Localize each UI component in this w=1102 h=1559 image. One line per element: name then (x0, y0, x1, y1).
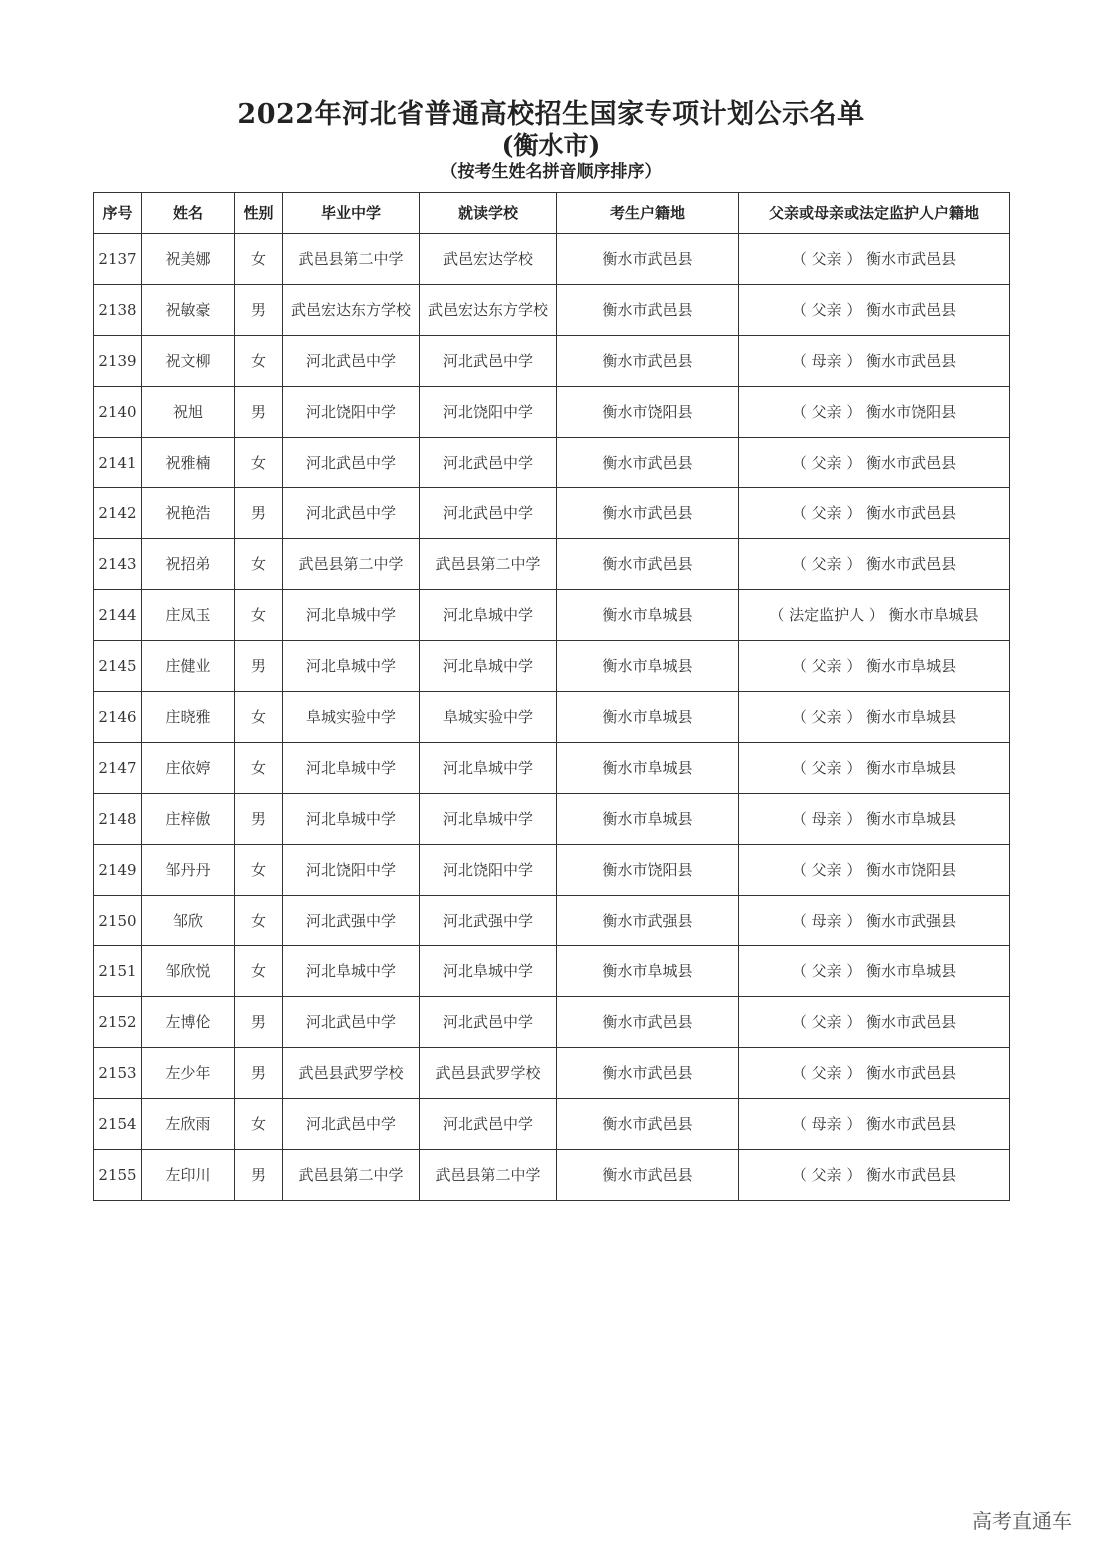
cell-col-graduated-school: 武邑县第二中学 (283, 1150, 420, 1201)
cell-col-parent-household: （ 法定监护人 ） 衡水市阜城县 (739, 590, 1010, 641)
cell-col-current-school: 武邑县第二中学 (420, 539, 557, 590)
cell-col-household: 衡水市武邑县 (557, 1150, 739, 1201)
cell-col-current-school: 河北饶阳中学 (420, 386, 557, 437)
cell-col-current-school: 河北武邑中学 (420, 335, 557, 386)
table-row (94, 234, 1010, 285)
cell-col-index: 2145 (94, 641, 142, 692)
cell-col-gender: 女 (235, 234, 283, 285)
cell-col-name: 邹丹丹 (142, 844, 235, 895)
cell-col-current-school: 河北武邑中学 (420, 488, 557, 539)
cell-col-household: 衡水市武邑县 (557, 997, 739, 1048)
cell-col-parent-household: （ 父亲 ） 衡水市武邑县 (739, 1048, 1010, 1099)
cell-col-parent-household: （ 父亲 ） 衡水市武邑县 (739, 539, 1010, 590)
cell-col-gender: 男 (235, 641, 283, 692)
cell-col-index: 2148 (94, 793, 142, 844)
table-row (94, 386, 1010, 437)
cell-col-graduated-school: 河北武强中学 (283, 895, 420, 946)
table-row (94, 895, 1010, 946)
header-col-household: 考生户籍地 (557, 193, 739, 234)
cell-col-parent-household: （ 父亲 ） 衡水市阜城县 (739, 641, 1010, 692)
document-title: 2022年河北省普通高校招生国家专项计划公示名单 (237, 99, 865, 130)
cell-col-gender: 女 (235, 742, 283, 793)
cell-col-graduated-school: 河北阜城中学 (283, 946, 420, 997)
cell-col-current-school: 河北武邑中学 (420, 1099, 557, 1150)
admission-list-table (93, 192, 1010, 1201)
cell-col-gender: 男 (235, 284, 283, 335)
cell-col-index: 2142 (94, 488, 142, 539)
cell-col-household: 衡水市武邑县 (557, 1048, 739, 1099)
cell-col-index: 2151 (94, 946, 142, 997)
cell-col-gender: 女 (235, 946, 283, 997)
cell-col-name: 左印川 (142, 1150, 235, 1201)
cell-col-index: 2154 (94, 1099, 142, 1150)
cell-col-name: 祝艳浩 (142, 488, 235, 539)
cell-col-name: 庄依婷 (142, 742, 235, 793)
cell-col-current-school: 武邑县武罗学校 (420, 1048, 557, 1099)
cell-col-name: 左博伦 (142, 997, 235, 1048)
cell-col-index: 2140 (94, 386, 142, 437)
cell-col-graduated-school: 河北武邑中学 (283, 1099, 420, 1150)
table-row (94, 997, 1010, 1048)
cell-col-current-school: 河北武强中学 (420, 895, 557, 946)
cell-col-gender: 男 (235, 1048, 283, 1099)
cell-col-household: 衡水市武邑县 (557, 284, 739, 335)
cell-col-gender: 女 (235, 844, 283, 895)
cell-col-gender: 女 (235, 335, 283, 386)
table-row (94, 1048, 1010, 1099)
cell-col-index: 2153 (94, 1048, 142, 1099)
cell-col-gender: 男 (235, 386, 283, 437)
cell-col-index: 2141 (94, 437, 142, 488)
cell-col-name: 祝雅楠 (142, 437, 235, 488)
header-col-graduated-school: 毕业中学 (283, 193, 420, 234)
cell-col-household: 衡水市武邑县 (557, 437, 739, 488)
cell-col-graduated-school: 河北饶阳中学 (283, 844, 420, 895)
table-row (94, 844, 1010, 895)
cell-col-name: 庄凤玉 (142, 590, 235, 641)
cell-col-gender: 女 (235, 590, 283, 641)
cell-col-parent-household: （ 母亲 ） 衡水市阜城县 (739, 793, 1010, 844)
header-col-gender: 性别 (235, 193, 283, 234)
table-row (94, 742, 1010, 793)
cell-col-index: 2150 (94, 895, 142, 946)
cell-col-gender: 男 (235, 488, 283, 539)
cell-col-gender: 男 (235, 997, 283, 1048)
cell-col-index: 2152 (94, 997, 142, 1048)
cell-col-household: 衡水市阜城县 (557, 590, 739, 641)
cell-col-current-school: 河北武邑中学 (420, 437, 557, 488)
cell-col-current-school: 武邑宏达东方学校 (420, 284, 557, 335)
cell-col-household: 衡水市武邑县 (557, 335, 739, 386)
cell-col-gender: 女 (235, 539, 283, 590)
table-row (94, 641, 1010, 692)
cell-col-parent-household: （ 父亲 ） 衡水市武邑县 (739, 997, 1010, 1048)
cell-col-graduated-school: 河北武邑中学 (283, 437, 420, 488)
cell-col-parent-household: （ 母亲 ） 衡水市武邑县 (739, 335, 1010, 386)
cell-col-name: 祝美娜 (142, 234, 235, 285)
cell-col-current-school: 河北阜城中学 (420, 590, 557, 641)
cell-col-household: 衡水市武邑县 (557, 488, 739, 539)
header-col-parent-household: 父亲或母亲或法定监护人户籍地 (739, 193, 1010, 234)
sort-note: （按考生姓名拼音顺序排序） (440, 162, 662, 182)
cell-col-parent-household: （ 父亲 ） 衡水市武邑县 (739, 234, 1010, 285)
cell-col-graduated-school: 武邑宏达东方学校 (283, 284, 420, 335)
cell-col-gender: 女 (235, 895, 283, 946)
cell-col-graduated-school: 武邑县武罗学校 (283, 1048, 420, 1099)
cell-col-graduated-school: 河北阜城中学 (283, 641, 420, 692)
cell-col-graduated-school: 武邑县第二中学 (283, 234, 420, 285)
cell-col-parent-household: （ 父亲 ） 衡水市饶阳县 (739, 844, 1010, 895)
cell-col-graduated-school: 河北武邑中学 (283, 488, 420, 539)
cell-col-name: 祝旭 (142, 386, 235, 437)
cell-col-gender: 女 (235, 1099, 283, 1150)
cell-col-index: 2155 (94, 1150, 142, 1201)
cell-col-current-school: 武邑县第二中学 (420, 1150, 557, 1201)
cell-col-current-school: 河北阜城中学 (420, 641, 557, 692)
cell-col-parent-household: （ 父亲 ） 衡水市阜城县 (739, 742, 1010, 793)
table-header-row (94, 193, 1010, 234)
cell-col-name: 邹欣 (142, 895, 235, 946)
cell-col-graduated-school: 河北饶阳中学 (283, 386, 420, 437)
table-row (94, 1150, 1010, 1201)
document-subtitle: (衡水市) (501, 131, 601, 160)
cell-col-index: 2149 (94, 844, 142, 895)
cell-col-name: 庄健业 (142, 641, 235, 692)
cell-col-name: 祝文柳 (142, 335, 235, 386)
cell-col-name: 左少年 (142, 1048, 235, 1099)
table-row (94, 488, 1010, 539)
cell-col-household: 衡水市阜城县 (557, 641, 739, 692)
cell-col-household: 衡水市饶阳县 (557, 844, 739, 895)
table-row (94, 793, 1010, 844)
table-row (94, 946, 1010, 997)
cell-col-graduated-school: 河北阜城中学 (283, 742, 420, 793)
cell-col-current-school: 阜城实验中学 (420, 692, 557, 743)
cell-col-graduated-school: 河北阜城中学 (283, 793, 420, 844)
cell-col-graduated-school: 武邑县第二中学 (283, 539, 420, 590)
cell-col-parent-household: （ 父亲 ） 衡水市武邑县 (739, 437, 1010, 488)
table-row (94, 1099, 1010, 1150)
cell-col-parent-household: （ 父亲 ） 衡水市武邑县 (739, 1150, 1010, 1201)
cell-col-current-school: 河北饶阳中学 (420, 844, 557, 895)
cell-col-graduated-school: 河北武邑中学 (283, 335, 420, 386)
cell-col-parent-household: （ 母亲 ） 衡水市武强县 (739, 895, 1010, 946)
watermark: 高考直通车 (972, 1509, 1072, 1533)
table-row (94, 590, 1010, 641)
cell-col-gender: 男 (235, 1150, 283, 1201)
table-row (94, 437, 1010, 488)
cell-col-current-school: 武邑宏达学校 (420, 234, 557, 285)
cell-col-index: 2137 (94, 234, 142, 285)
cell-col-name: 祝招弟 (142, 539, 235, 590)
header-col-current-school: 就读学校 (420, 193, 557, 234)
cell-col-name: 邹欣悦 (142, 946, 235, 997)
cell-col-graduated-school: 河北武邑中学 (283, 997, 420, 1048)
cell-col-name: 左欣雨 (142, 1099, 235, 1150)
cell-col-household: 衡水市阜城县 (557, 692, 739, 743)
table-row (94, 539, 1010, 590)
cell-col-parent-household: （ 父亲 ） 衡水市武邑县 (739, 488, 1010, 539)
cell-col-gender: 女 (235, 437, 283, 488)
cell-col-graduated-school: 阜城实验中学 (283, 692, 420, 743)
cell-col-parent-household: （ 母亲 ） 衡水市武邑县 (739, 1099, 1010, 1150)
cell-col-parent-household: （ 父亲 ） 衡水市阜城县 (739, 692, 1010, 743)
cell-col-current-school: 河北阜城中学 (420, 946, 557, 997)
cell-col-current-school: 河北阜城中学 (420, 742, 557, 793)
cell-col-name: 祝敏豪 (142, 284, 235, 335)
cell-col-index: 2147 (94, 742, 142, 793)
cell-col-household: 衡水市武邑县 (557, 234, 739, 285)
cell-col-index: 2143 (94, 539, 142, 590)
cell-col-current-school: 河北武邑中学 (420, 997, 557, 1048)
cell-col-household: 衡水市阜城县 (557, 946, 739, 997)
cell-col-graduated-school: 河北阜城中学 (283, 590, 420, 641)
cell-col-household: 衡水市武邑县 (557, 539, 739, 590)
table-row (94, 284, 1010, 335)
cell-col-gender: 男 (235, 793, 283, 844)
cell-col-index: 2139 (94, 335, 142, 386)
cell-col-name: 庄梓傲 (142, 793, 235, 844)
cell-col-current-school: 河北阜城中学 (420, 793, 557, 844)
cell-col-household: 衡水市阜城县 (557, 742, 739, 793)
cell-col-parent-household: （ 父亲 ） 衡水市饶阳县 (739, 386, 1010, 437)
cell-col-household: 衡水市武邑县 (557, 1099, 739, 1150)
header-col-name: 姓名 (142, 193, 235, 234)
cell-col-household: 衡水市饶阳县 (557, 386, 739, 437)
cell-col-name: 庄晓雅 (142, 692, 235, 743)
header-col-index: 序号 (94, 193, 142, 234)
table-row (94, 692, 1010, 743)
cell-col-parent-household: （ 父亲 ） 衡水市武邑县 (739, 284, 1010, 335)
cell-col-gender: 女 (235, 692, 283, 743)
cell-col-index: 2144 (94, 590, 142, 641)
cell-col-index: 2146 (94, 692, 142, 743)
cell-col-index: 2138 (94, 284, 142, 335)
cell-col-parent-household: （ 父亲 ） 衡水市阜城县 (739, 946, 1010, 997)
cell-col-household: 衡水市武强县 (557, 895, 739, 946)
table-row (94, 335, 1010, 386)
cell-col-household: 衡水市阜城县 (557, 793, 739, 844)
